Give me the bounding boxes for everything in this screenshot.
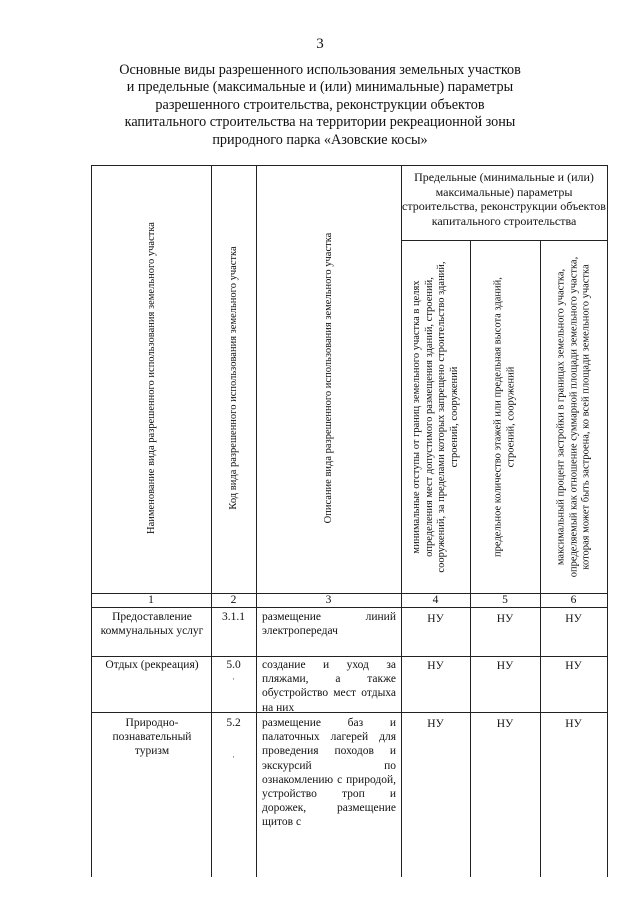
- column-divider: [211, 165, 212, 877]
- header-col4: минимальные отступы от границ земельного участка в целях определения мест допустимого размещения зданий, строений, сооружений, за пределами которых запрещено строительство зданий, строений, сооружений: [411, 261, 460, 573]
- row3-code: 5.2: [226, 717, 241, 729]
- header-col6: максимальный процент застройки в границах земельного участка, определяемый как отношение суммарной площади земельного участка, которая может быть застроена, ко всей площади земельного участка: [555, 256, 592, 578]
- table-border-left: [91, 165, 92, 877]
- header-group: Предельные (минимальные и (или) максимальные) параметры строительства, реконструкции объектов капитального строительства: [402, 170, 606, 228]
- title-line: разрешенного строительства, реконструкции объектов: [155, 96, 485, 113]
- column-divider: [540, 240, 541, 877]
- title-line: капитального строительства на территории рекреационной зоны: [124, 114, 516, 131]
- row2-code: 5.0: [226, 659, 241, 671]
- column-number: 5: [502, 594, 508, 606]
- row2-c4: НУ: [427, 660, 444, 672]
- row2-c6: НУ: [565, 660, 582, 672]
- row1-c4: НУ: [427, 613, 444, 625]
- row3-c6: НУ: [565, 718, 582, 730]
- row1-code: 3.1.1: [222, 611, 245, 623]
- group-header-divider: [401, 240, 608, 241]
- column-divider: [470, 240, 471, 877]
- column-divider: [401, 165, 402, 877]
- column-number: 2: [230, 594, 237, 606]
- column-number: 4: [432, 594, 439, 606]
- column-number: 6: [570, 594, 577, 606]
- column-number: 1: [148, 594, 154, 606]
- row2-description: создание и уход за пляжами, а также обустройство мест отдыха на них: [262, 659, 396, 714]
- title-line: природного парка «Азовские косы»: [212, 131, 428, 148]
- table-border-right: [607, 165, 608, 877]
- row1-c5: НУ: [496, 613, 514, 625]
- header-col5: предельное количество этажей или предельная высота зданий, строений, сооружений: [492, 277, 516, 557]
- row3-name: Природно-познавательный туризм: [112, 717, 192, 758]
- title-line: Основные виды разрешенного использования земельных участков: [119, 62, 521, 78]
- column-number: 3: [325, 594, 332, 606]
- column-number-line: [91, 607, 608, 608]
- row2-name: Отдых (рекреация): [105, 659, 199, 671]
- row2-c5: НУ: [496, 660, 514, 672]
- table-border-top: [91, 165, 608, 166]
- header-col1: Наименование вида разрешенного использования земельного участка: [145, 222, 157, 534]
- row1-c6: НУ: [565, 613, 582, 625]
- row3-description: размещение баз и палаточных лагерей для проведения походов и экскурсий по ознакомлению с природой, устройство троп и дорожек, размещение щитов с: [262, 717, 396, 829]
- scan-speck: ·: [232, 674, 235, 684]
- scan-speck: ·: [232, 752, 235, 762]
- column-divider: [256, 165, 257, 877]
- header-col3: Описание вида разрешенного использования земельного участка: [322, 232, 334, 524]
- title-line: и предельные (максимальные и (или) минимальные) параметры: [126, 79, 514, 96]
- row3-c5: НУ: [496, 718, 514, 730]
- row-divider: [91, 656, 608, 657]
- row1-description: размещение линий электропередач: [262, 611, 396, 638]
- page-number: 3: [316, 36, 324, 52]
- header-col2: Код вида разрешенного использования земельного участка: [227, 246, 239, 510]
- row3-c4: НУ: [427, 718, 444, 730]
- row1-name: Предоставление коммунальных услуг: [100, 611, 204, 638]
